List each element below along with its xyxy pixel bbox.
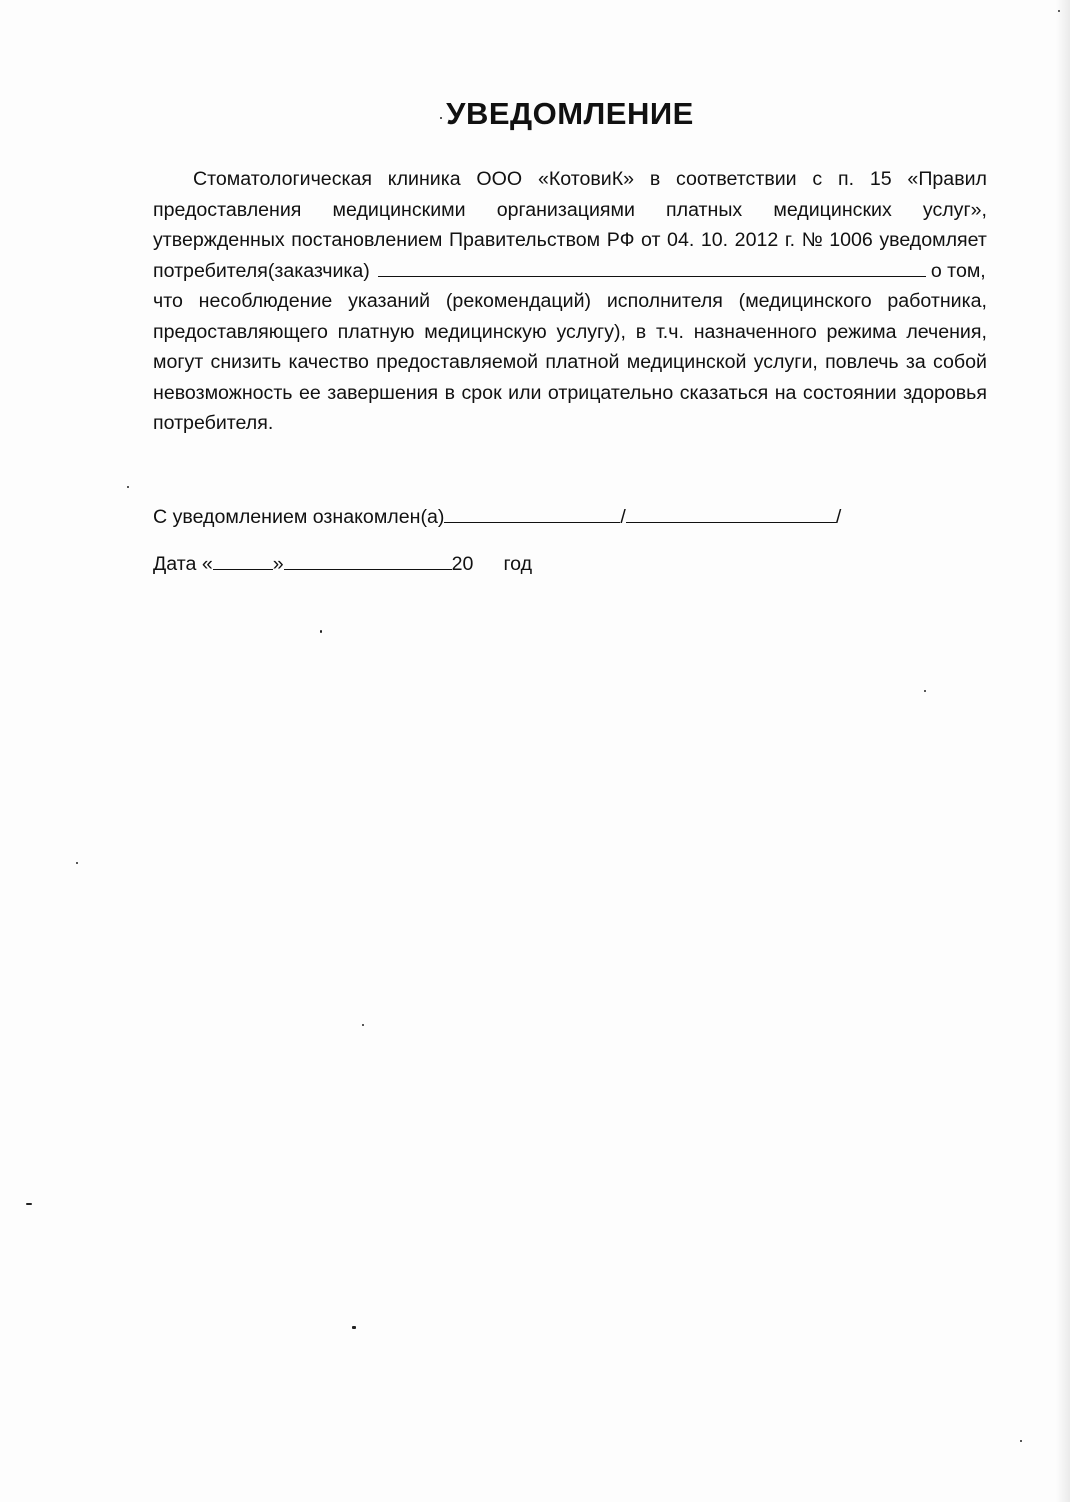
body-word: предоставляющего [153,320,328,343]
date-close-quote: » [272,553,284,575]
signature-blank[interactable] [444,504,620,523]
customer-name-blank[interactable] [378,258,926,277]
body-line-2 [153,195,987,226]
body-word: «Правил [907,168,987,190]
body-word: услугу), [556,320,626,343]
body-word: РФ [606,229,635,251]
year-prefix: 20 [451,553,474,575]
body-word: здоровья [903,381,987,404]
body-word: несоблюдение [198,290,333,312]
date-line [153,549,532,579]
body-word: завершения [327,381,439,404]
acknowledgement-line [153,502,841,532]
body-word: платную [337,320,415,343]
body-word: (рекомендаций) [445,290,592,312]
notice-body [153,164,987,439]
body-word: лечения, [906,320,987,343]
body-word: качество [288,351,369,373]
body-word: клиника [387,168,461,190]
body-word: услуги, [753,351,818,373]
body-word: г. [784,229,796,251]
body-word: снизить [210,351,282,373]
body-word: медицинских [773,198,892,221]
scan-speck [76,862,78,864]
scan-speck [440,117,442,119]
body-line-7 [153,378,987,409]
body-word: срок [461,381,502,404]
body-word: 2012 [734,229,779,251]
body-line-3 [153,225,987,256]
body-word: указаний [348,290,431,312]
body-word: организациями [496,198,635,221]
body-word: (медицинского [738,290,872,312]
body-word: от [641,229,661,251]
month-blank[interactable] [284,551,452,570]
body-word: работника, [887,290,987,312]
body-word: в [635,320,647,343]
body-word: предоставляемой [376,351,539,373]
year-word: год [503,553,533,575]
body-word: на [774,381,797,404]
body-word: 10. [700,229,729,251]
body-word: что [153,290,183,312]
day-blank[interactable] [213,551,273,570]
body-line-6 [153,347,987,378]
slash-separator-end: / [835,506,842,528]
scan-speck [362,1024,364,1026]
body-word: п. [838,168,855,190]
body-word: соответствии [676,168,797,190]
body-word: могут [153,351,204,373]
slash-separator: / [620,506,626,528]
body-last-line: потребителя. [153,412,274,434]
document-title: УВЕДОМЛЕНИЕ [446,96,694,131]
body-word: в [649,168,661,190]
acknowledgement-label: С уведомлением ознакомлен(а) [153,506,445,528]
body-word: т.ч. [656,320,684,343]
body-word: с [812,168,823,190]
body-word: медицинской [626,351,747,373]
body-word: в [444,381,456,404]
body-line-5 [153,317,987,348]
body-word: медицинскими [332,198,466,221]
body-word: 04. [667,229,695,251]
scan-speck [1020,1440,1022,1442]
scan-speck [924,690,926,692]
body-word: уведомляет [879,229,987,251]
name-blank[interactable] [626,504,836,523]
body-word: утвержденных [153,229,285,251]
body-word: услуг», [922,198,987,221]
customer-label: потребителя(заказчика) [153,259,370,282]
body-word: «КотовиК» [537,168,635,190]
body-word: 15 [869,168,892,190]
scan-speck [127,486,129,488]
customer-line [153,256,987,287]
scan-speck [320,630,322,633]
scan-edge-shadow [1056,0,1070,1502]
scan-speck [352,1326,356,1329]
body-word: или [508,381,542,404]
body-word: платных [666,198,743,221]
body-word: № [801,229,823,251]
body-word: постановлением [291,229,443,251]
body-word: платной [545,351,620,373]
body-word: режима [826,320,897,343]
body-word: Правительством [448,229,601,251]
body-word: медицинскую [424,320,547,343]
body-word: предоставления [153,198,302,221]
scan-speck [26,1203,32,1205]
body-word: ООО [476,168,523,190]
body-word: исполнителя [606,290,723,312]
body-word: сказаться [679,381,769,404]
body-word: невозможность [153,381,293,404]
body-line-4 [153,286,987,317]
body-word: отрицательно [547,381,674,404]
body-word: за [905,351,926,373]
body-word: 1006 [829,229,873,251]
body-word: назначенного [693,320,817,343]
body-word: собой [932,351,987,373]
body-line-1 [153,164,987,195]
date-label: Дата « [153,553,213,575]
body-word: ее [299,381,321,404]
body-word: Стоматологическая [193,168,373,190]
customer-tail: о том, [930,259,986,282]
body-word: повлечь [825,351,899,373]
body-word: состоянии [802,381,897,404]
